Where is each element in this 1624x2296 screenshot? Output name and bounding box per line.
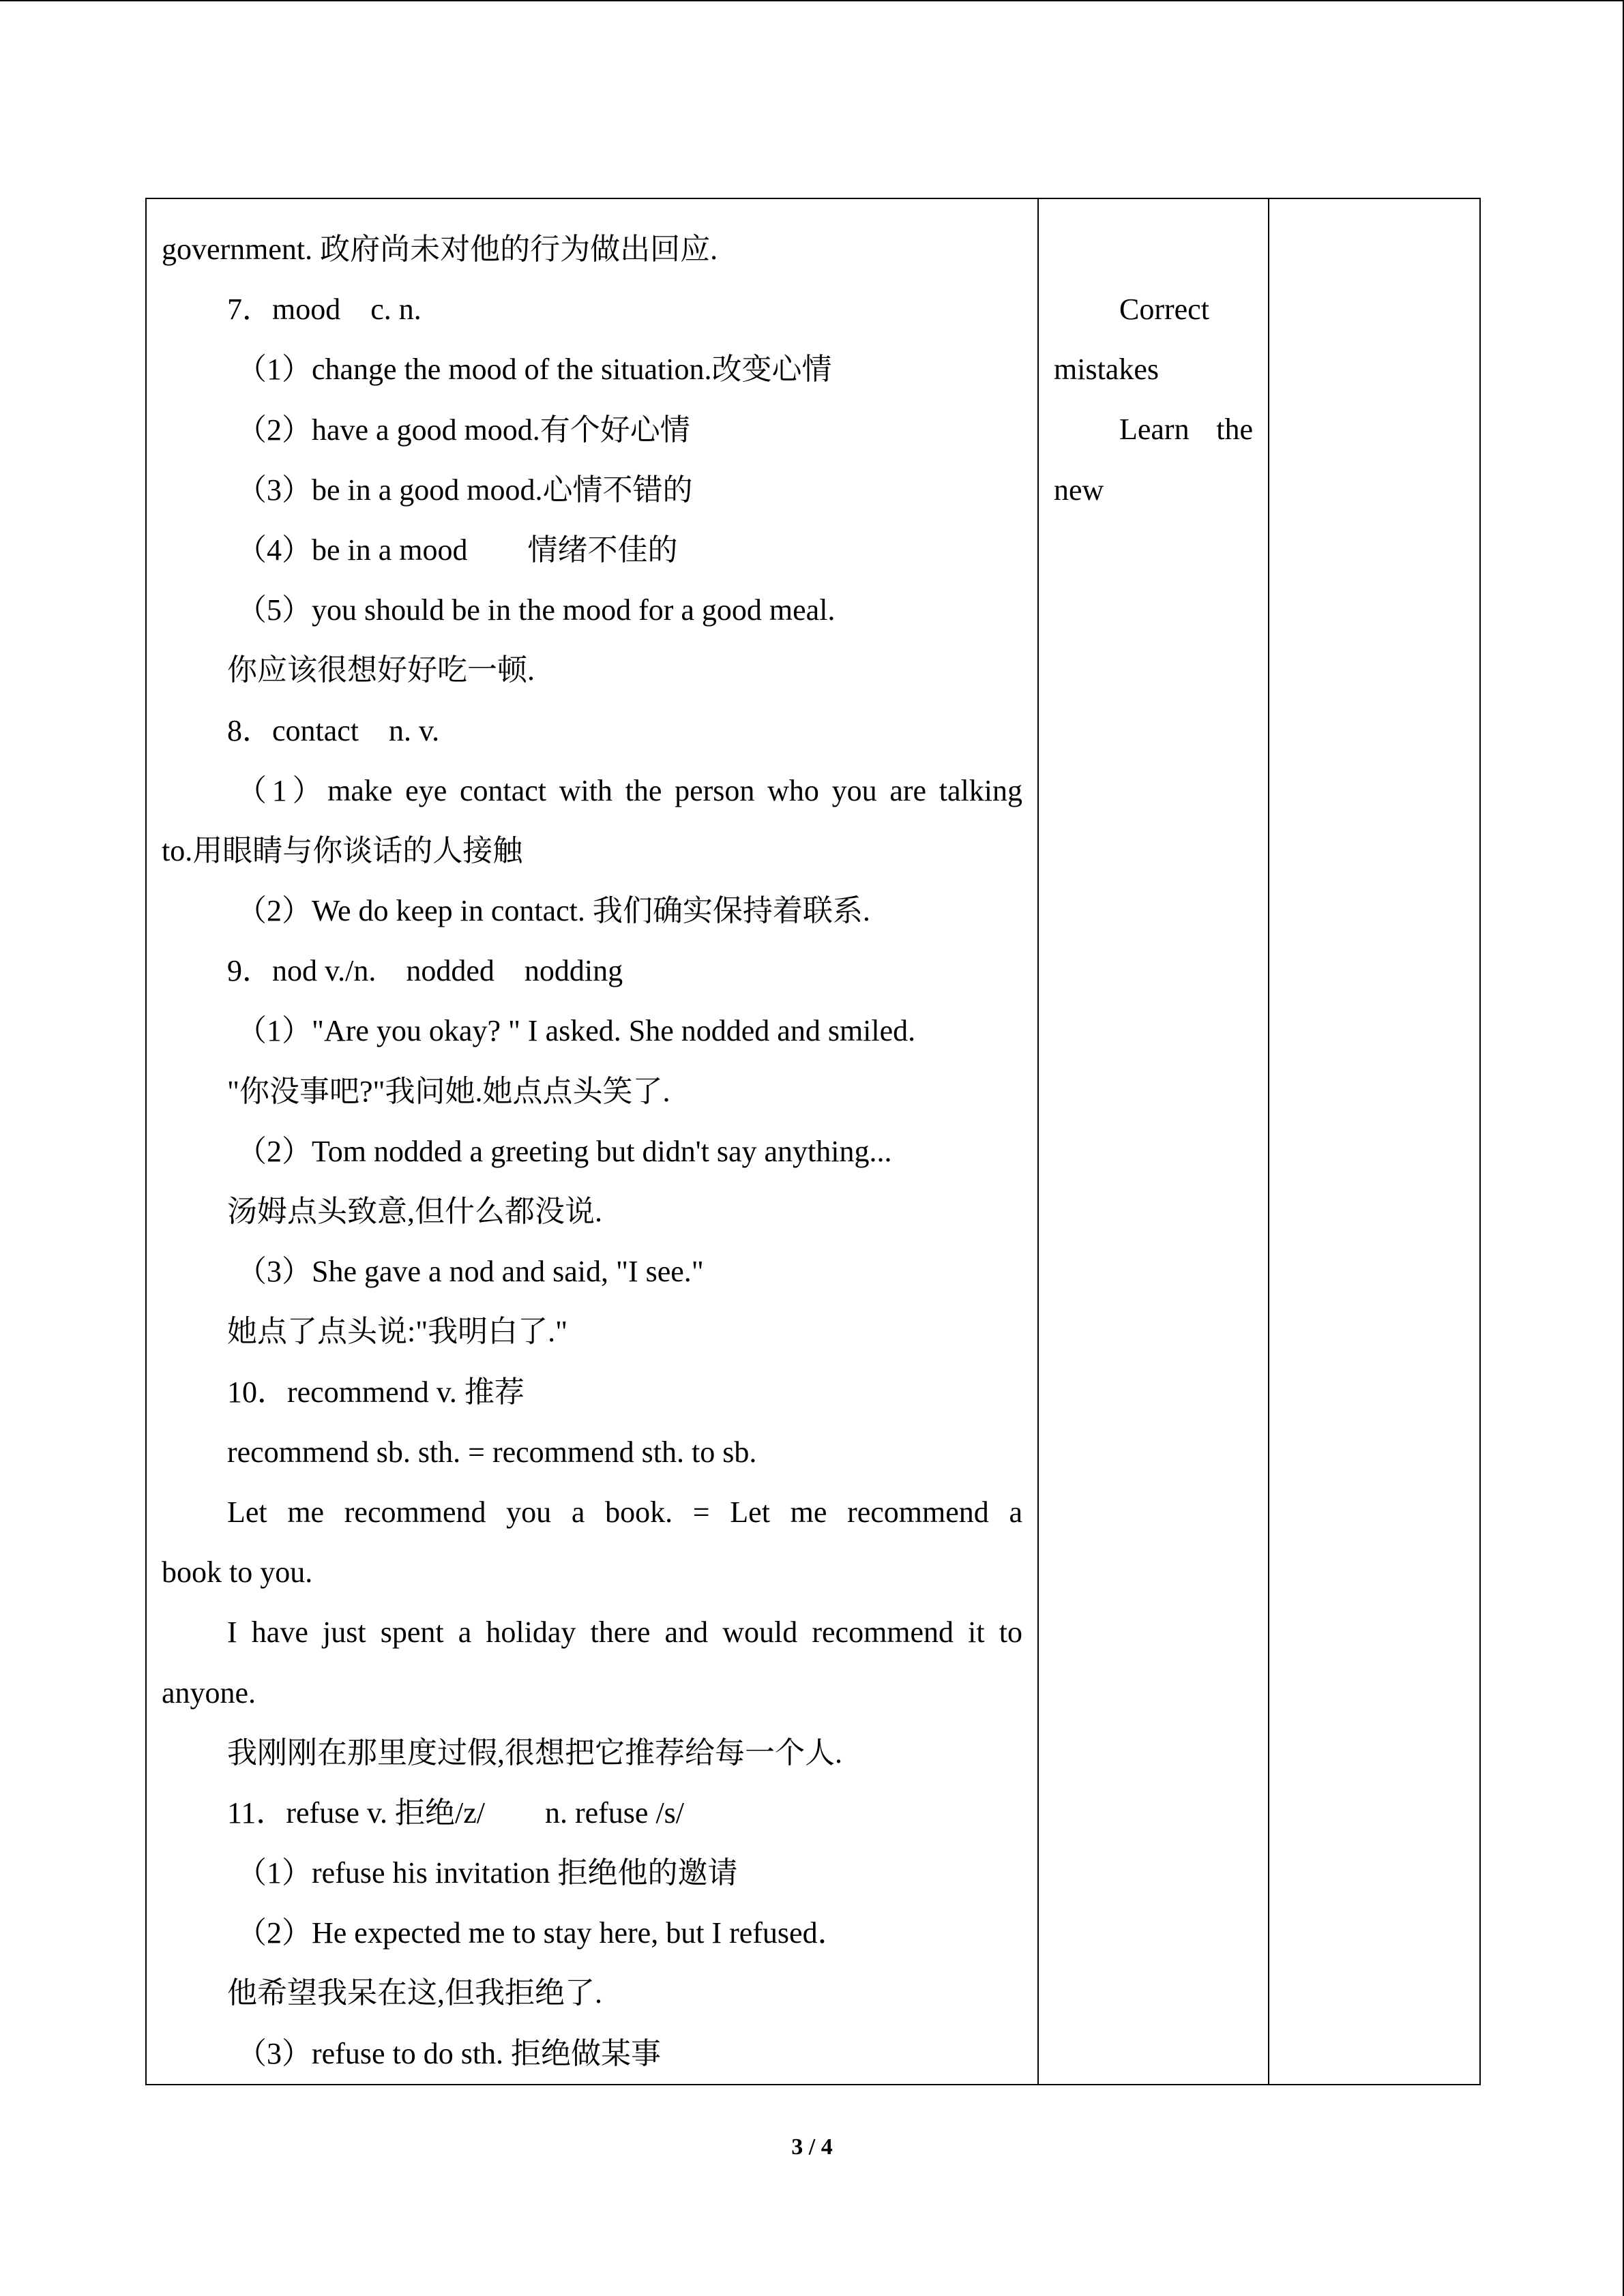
vocab-heading-recommend: 10．recommend v. 推荐 [227,1375,525,1409]
page-number: 3 / 4 [791,2134,833,2160]
content-line: "你没事吧?"我问她.她点点头笑了. [227,1074,670,1108]
content-line: （4）be in a mood 情绪不佳的 [237,533,678,567]
activity-line: mistakes [1054,353,1159,387]
content-line: （2）He expected me to stay here, but I refused． [237,1916,848,1950]
content-line: government. 政府尚未对他的行为做出回应. [162,233,718,266]
notes-cell [1269,198,1480,2085]
content-line: （3）She gave a nod and said, "I see." [237,1255,704,1289]
activity-line: new [1054,473,1104,507]
vocab-heading-mood: 7．mood c. n. [227,293,422,327]
lesson-plan-table [145,198,1481,2085]
content-line: （5）you should be in the mood for a good meal. [237,593,836,627]
content-line: anyone. [162,1675,256,1710]
content-line: 汤姆点头致意,但什么都没说. [227,1195,602,1228]
content-line: to.用眼睛与你谈话的人接触 [162,833,523,867]
vocab-heading-refuse: 11．refuse v. 拒绝/z/ n. refuse /s/ [227,1795,685,1830]
content-line: 她点了点头说:"我明白了." [227,1315,568,1349]
activity-line [1054,400,1253,460]
vocab-heading-nod: 9．nod v./n. nodded nodding [227,954,623,988]
content-line: （1）make eye contact with the person who you are talking [237,773,1022,807]
content-line: 他希望我呆在这,但我拒绝了. [227,1976,602,2010]
content-line: 你应该很想好好吃一顿. [227,653,535,687]
content-line: I have just spent a holiday there and would recommend it to [227,1615,1022,1650]
content-line: recommend sb. sth. = recommend sth. to sb. [227,1435,757,1469]
table-row [146,198,1480,2085]
teaching-content-cell [146,198,1038,2085]
content-line: （3）be in a good mood.心情不错的 [237,473,693,507]
content-line: （1）change the mood of the situation.改变心情 [237,353,832,387]
content-line: Let me recommend you a book. = Let me recommend a [227,1495,1022,1529]
activity-line: Correct [1119,293,1209,326]
content-line: （1）"Are you okay? " I asked. She nodded and smiled. [237,1014,916,1048]
content-line: （1）refuse his invitation 拒绝他的邀请 [237,1856,738,1890]
content-line: （3）refuse to do sth. 拒绝做某事 [237,2036,662,2070]
activity-word: Learn [1119,413,1190,447]
content-line: （2）have a good mood.有个好心情 [237,413,690,447]
content-line: book to you. [162,1555,313,1590]
student-activity-cell [1038,198,1269,2085]
content-line: 我刚刚在那里度过假,很想把它推荐给每一个人. [227,1735,842,1770]
content-line: （2）Tom nodded a greeting but didn't say anything... [237,1134,892,1168]
activity-word: the [1216,413,1253,447]
content-line: （2）We do keep in contact. 我们确实保持着联系. [237,894,870,928]
vocab-heading-contact: 8．contact n. v. [227,713,440,747]
